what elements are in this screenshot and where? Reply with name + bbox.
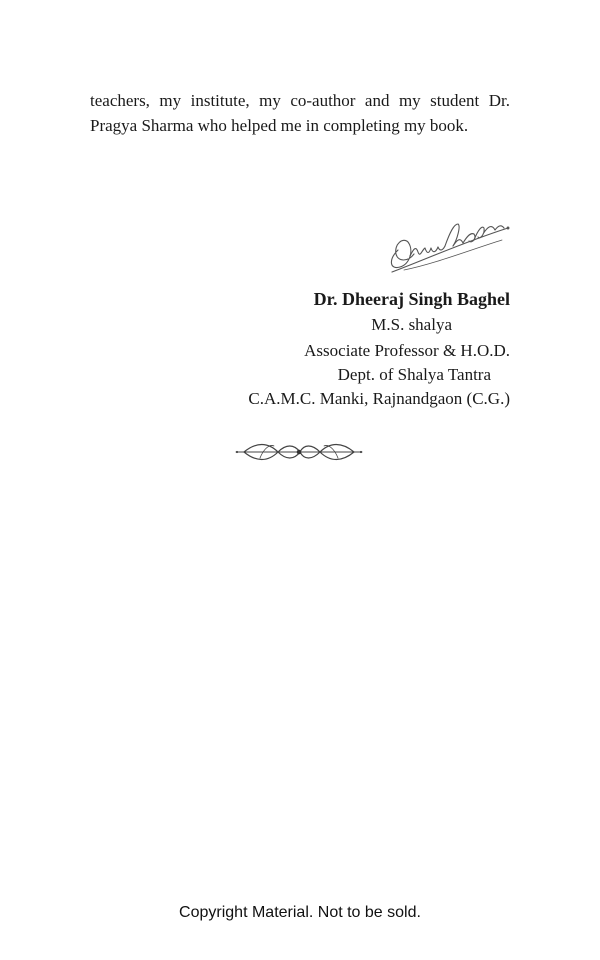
copyright-notice: Copyright Material. Not to be sold. xyxy=(179,904,421,921)
author-position: Associate Professor & H.O.D. xyxy=(304,341,510,360)
signoff-block xyxy=(0,0,600,420)
author-name: Dr. Dheeraj Singh Baghel xyxy=(313,289,510,309)
flourish-divider-icon xyxy=(234,436,364,464)
author-degree: M.S. shalya xyxy=(371,315,452,334)
body-line: Pragya Sharma who helped me in completing my book. xyxy=(90,116,469,135)
author-department: Dept. of Shalya Tantra xyxy=(337,365,491,384)
author-college: C.A.M.C. Manki, Rajnandgaon (C.G.) xyxy=(248,389,510,408)
body-line: teachers, my institute, my co-author and my student Dr. xyxy=(90,91,510,110)
